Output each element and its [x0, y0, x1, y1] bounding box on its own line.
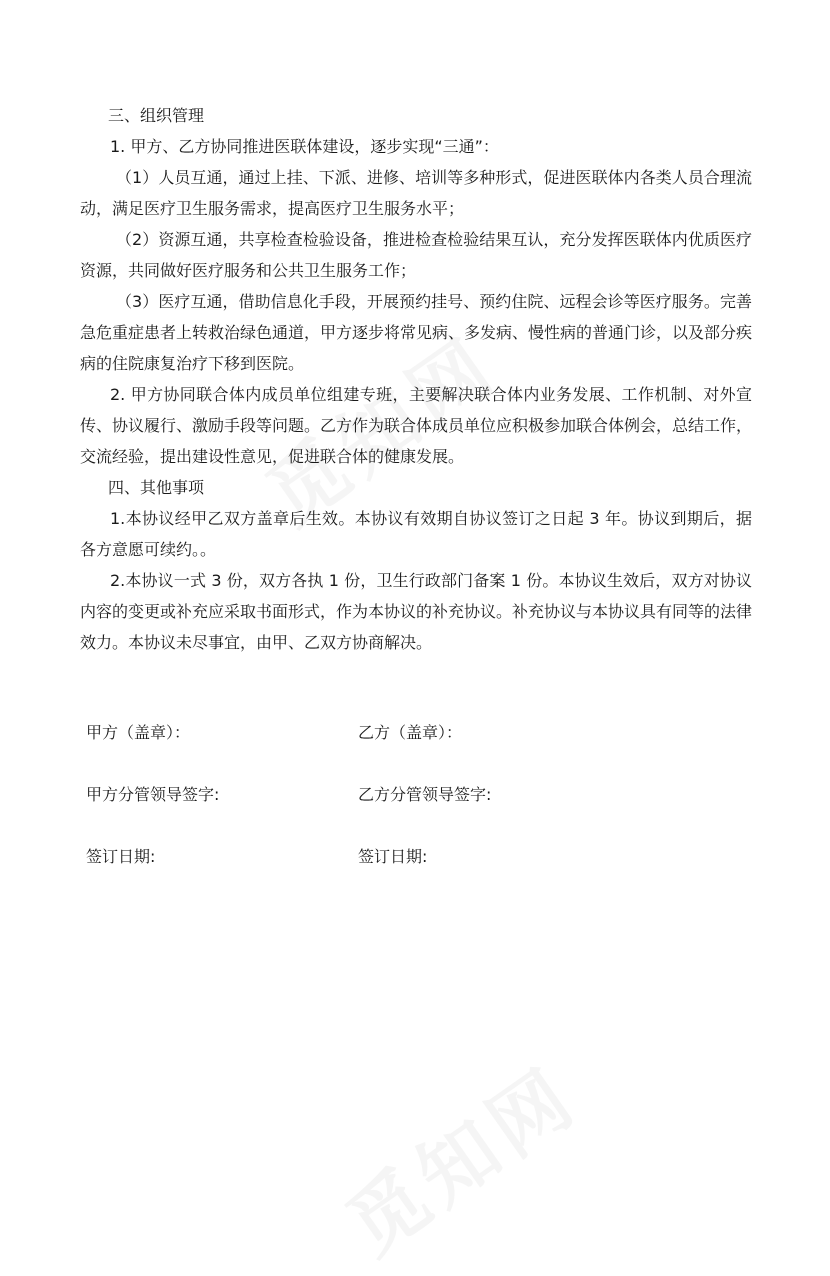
paragraph-3: 1.本协议经甲乙双方盖章后生效。本协议有效期自协议签订之日起 3 年。协议到期后，据各方意愿可续约。。 — [80, 509, 752, 559]
paragraph-2: 2. 甲方协同联合体内成员单位组建专班，主要解决联合体内业务发展、工作机制、对外宣传、协议履行、激励手段等问题。乙方作为联合体成员单位应积极参加联合体例会，总结工作，交流经验，提出建设性意见，促进联合体的健康发展。 — [80, 385, 753, 466]
section-4-heading: 四、其他事项 — [108, 478, 205, 497]
paragraph-1: 1. 甲方、乙方协同推进医联体建设，逐步实现“三通”： — [110, 137, 499, 156]
paragraph-4: 2.本协议一式 3 份，双方各执 1 份，卫生行政部门备案 1 份。本协议生效后，双方对协议内容的变更或补充应采取书面形式，作为本协议的补充协议。补充协议与本协议具有同等的法律效力。本协议未尽事宜，由甲、乙双方协商解决。 — [80, 571, 753, 652]
party-b-date-label: 签订日期: — [358, 847, 428, 866]
list-item-2: （2）资源互通，共享检查检验设备，推进检查检验结果互认，充分发挥医联体内优质医疗资源，共同做好医疗服务和公共卫生服务工作； — [80, 230, 752, 280]
watermark-bottom — [321, 1036, 597, 1276]
party-a-date-label: 签订日期: — [86, 847, 156, 866]
party-b-seal-label: 乙方（盖章）： — [358, 723, 463, 742]
list-item-1: （1）人员互通，通过上挂、下派、进修、培训等多种形式，促进医联体内各类人员合理流动，满足医疗卫生服务需求，提高医疗卫生服务水平； — [80, 168, 752, 218]
section-3-heading: 三、组织管理 — [108, 106, 205, 125]
document-body — [80, 100, 752, 658]
list-item-3: （3）医疗互通，借助信息化手段，开展预约挂号、预约住院、远程会诊等医疗服务。完善急危重症患者上转救治绿色通道，甲方逐步将常见病、多发病、慢性病的普通门诊，以及部分疾病的住院康复治疗下移到医院。 — [80, 292, 753, 373]
party-b-leader-signature-label: 乙方分管领导签字: — [358, 785, 492, 804]
party-a-seal-label: 甲方（盖章）： — [86, 723, 191, 742]
party-a-leader-signature-label: 甲方分管领导签字: — [86, 785, 220, 804]
